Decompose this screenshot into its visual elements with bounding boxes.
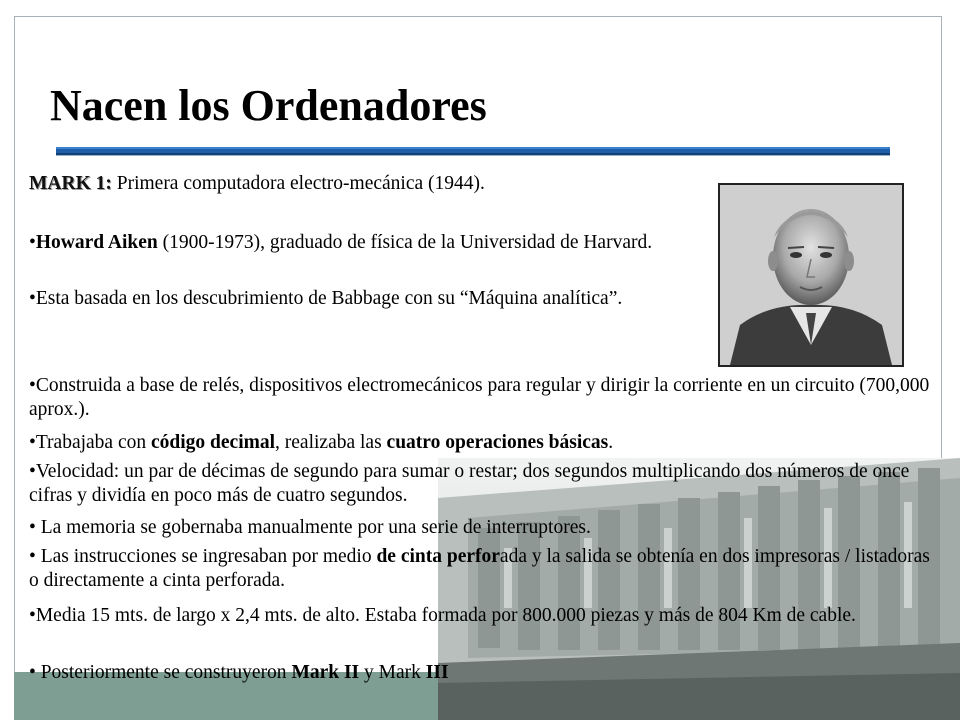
instr-text-c: ada y la salida se obtenía en dos impresoras / listadoras o directamente a cinta perforada. bbox=[29, 546, 930, 591]
instr-text-a: • Las instrucciones se ingresaban por medio bbox=[29, 546, 377, 567]
aiken-bullet-marker: • bbox=[29, 232, 36, 253]
aiken-description: (1900-1973), graduado de física de la Universidad de Harvard. bbox=[157, 232, 653, 253]
instr-cinta-perfor: de cinta perfor bbox=[376, 546, 500, 567]
decimal-bullet bbox=[29, 431, 937, 455]
decimal-code: código decimal bbox=[151, 432, 276, 453]
title-underline-bar bbox=[56, 147, 890, 155]
decimal-text-a: •Trabajaba con bbox=[29, 432, 151, 453]
howard-aiken-portrait bbox=[718, 183, 904, 367]
instrucciones-bullet bbox=[29, 545, 937, 593]
decimal-text-e: . bbox=[608, 432, 614, 453]
babbage-bullet: •Esta basada en los descubrimiento de Babbage con su “Máquina analítica”. bbox=[29, 288, 623, 309]
velocidad-bullet: •Velocidad: un par de décimas de segundo para sumar o restar; dos segundos multiplicando dos números de once cifras y dividía en poco más de cuatro segundos. bbox=[29, 461, 910, 506]
post-text-a: • Posteriormente se construyeron bbox=[29, 662, 292, 683]
mark-ii: Mark II bbox=[291, 662, 360, 683]
aiken-name: Howard Aiken bbox=[35, 232, 158, 253]
post-text-c: y Mark bbox=[359, 662, 426, 683]
posterior-bullet bbox=[29, 661, 937, 685]
memoria-bullet: • La memoria se gobernaba manualmente por una serie de interruptores. bbox=[29, 517, 591, 538]
mark-iii: III bbox=[425, 662, 449, 683]
mark1-description: Primera computadora electro-mecánica (1944). bbox=[111, 173, 485, 194]
four-operations: cuatro operaciones básicas bbox=[386, 432, 609, 453]
decimal-text-c: , realizaba las bbox=[275, 432, 387, 453]
mark1-label: MARK 1: bbox=[29, 173, 112, 194]
slide-title: Nacen los Ordenadores bbox=[50, 81, 487, 130]
mark1-line bbox=[29, 172, 937, 196]
reles-bullet: •Construida a base de relés, dispositivos electromecánicos para regular y dirigir la corriente en un circuito (700,000 aprox.). bbox=[29, 375, 930, 420]
aiken-bullet bbox=[29, 231, 675, 255]
media-bullet: •Media 15 mts. de largo x 2,4 mts. de alto. Estaba formada por 800.000 piezas y más de 804 Km de cable. bbox=[29, 605, 856, 626]
